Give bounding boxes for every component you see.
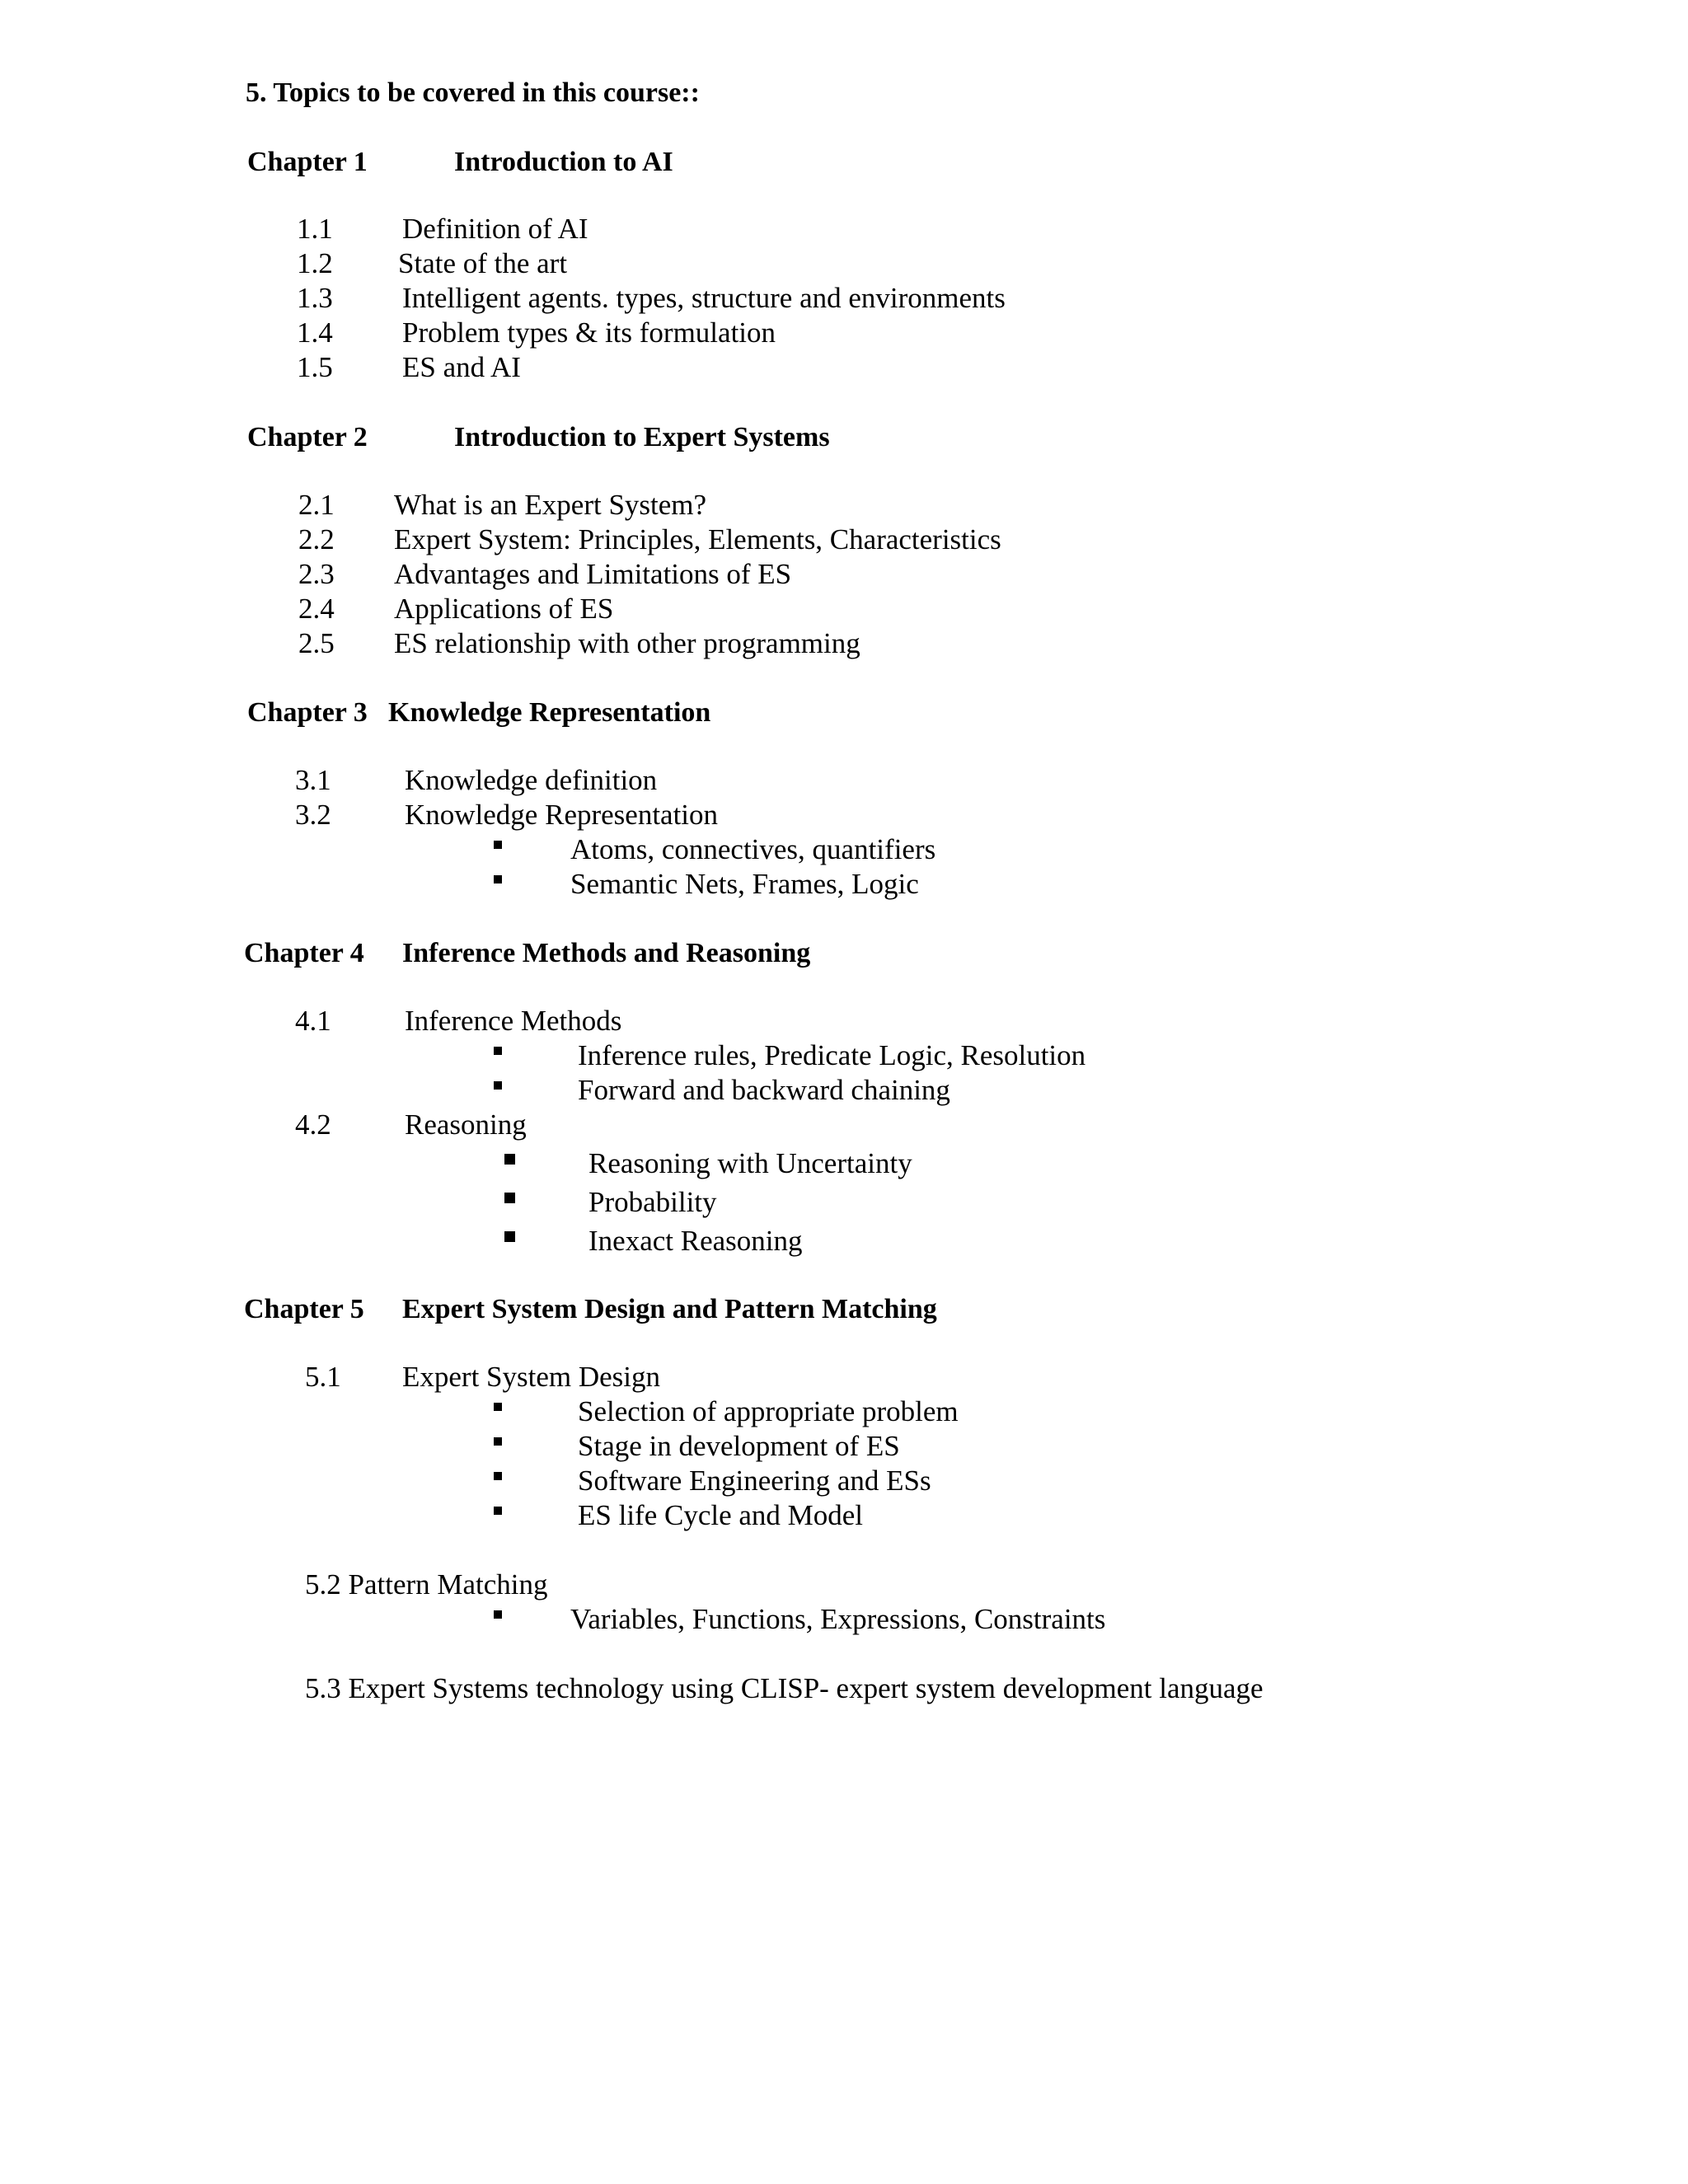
bullet-text: ES life Cycle and Model — [578, 1499, 864, 1531]
item-number: 3.1 — [295, 764, 331, 796]
chapter-title: Expert System Design and Pattern Matching — [402, 1294, 937, 1324]
chapter-title: Knowledge Representation — [388, 697, 711, 728]
chapter-title: Introduction to AI — [454, 147, 673, 177]
bullet-icon — [494, 1472, 502, 1480]
bullet-text: Inexact Reasoning — [588, 1225, 803, 1257]
bullet-icon — [494, 841, 502, 849]
bullet-icon — [494, 1403, 502, 1411]
bullet-text: Reasoning with Uncertainty — [588, 1147, 912, 1179]
item-text: Reasoning — [405, 1108, 527, 1141]
bullet-text: Probability — [588, 1186, 717, 1218]
chapter-title: Inference Methods and Reasoning — [402, 938, 811, 968]
bullet-text: Stage in development of ES — [578, 1430, 900, 1462]
bullet-text: Forward and backward chaining — [578, 1074, 950, 1106]
item-text: 5.3 Expert Systems technology using CLISP- expert system development language — [305, 1672, 1264, 1704]
chapter-label: Chapter 1 — [247, 147, 368, 177]
bullet-text: Inference rules, Predicate Logic, Resolution — [578, 1039, 1086, 1071]
item-text: Intelligent agents. types, structure and environments — [402, 282, 1006, 314]
item-text: 5.2 Pattern Matching — [305, 1568, 548, 1601]
bullet-icon — [494, 1610, 502, 1619]
item-number: 2.5 — [298, 627, 335, 659]
item-text: Knowledge definition — [405, 764, 658, 796]
item-number: 1.1 — [297, 213, 333, 245]
bullet-icon — [494, 875, 502, 883]
item-text: Inference Methods — [405, 1005, 622, 1037]
item-number: 2.1 — [298, 489, 335, 521]
bullet-icon — [504, 1231, 515, 1242]
item-number: 1.4 — [297, 316, 333, 349]
item-number: 1.3 — [297, 282, 333, 314]
bullet-icon — [494, 1437, 502, 1446]
item-number: 2.4 — [298, 593, 335, 625]
item-text: Expert System Design — [402, 1361, 661, 1393]
item-number: 2.2 — [298, 523, 335, 555]
bullet-text: Variables, Functions, Expressions, Constraints — [570, 1603, 1106, 1635]
bullet-icon — [504, 1154, 515, 1165]
item-number: 4.2 — [295, 1108, 331, 1141]
bullet-icon — [494, 1047, 502, 1055]
item-number: 1.5 — [297, 351, 333, 383]
item-number: 4.1 — [295, 1005, 331, 1037]
item-number: 5.1 — [305, 1361, 341, 1393]
chapter-label: Chapter 5 — [244, 1294, 364, 1324]
chapter-label: Chapter 4 — [244, 938, 364, 968]
bullet-icon — [494, 1081, 502, 1090]
item-text: Applications of ES — [394, 593, 614, 625]
item-text: ES relationship with other programming — [394, 627, 860, 659]
item-text: What is an Expert System? — [394, 489, 707, 521]
item-text: Advantages and Limitations of ES — [394, 558, 792, 590]
chapter-label: Chapter 2 — [247, 422, 368, 452]
item-number: 3.2 — [295, 799, 331, 831]
item-text: ES and AI — [402, 351, 521, 383]
item-number: 1.2 — [297, 247, 333, 279]
bullet-text: Atoms, connectives, quantifiers — [570, 833, 936, 865]
item-text: Knowledge Representation — [405, 799, 719, 831]
chapter-label: Chapter 3 — [247, 697, 368, 728]
item-text: State of the art — [398, 247, 568, 279]
item-number: 2.3 — [298, 558, 335, 590]
item-text: Definition of AI — [402, 213, 588, 245]
bullet-text: Selection of appropriate problem — [578, 1395, 959, 1427]
bullet-text: Semantic Nets, Frames, Logic — [570, 868, 919, 900]
bullet-text: Software Engineering and ESs — [578, 1465, 931, 1497]
bullet-icon — [494, 1507, 502, 1515]
chapter-title: Introduction to Expert Systems — [454, 422, 830, 452]
item-text: Expert System: Principles, Elements, Characteristics — [394, 523, 1001, 555]
item-text: Problem types & its formulation — [402, 316, 776, 349]
bullet-icon — [504, 1193, 515, 1203]
section-heading: 5. Topics to be covered in this course:: — [246, 77, 700, 108]
